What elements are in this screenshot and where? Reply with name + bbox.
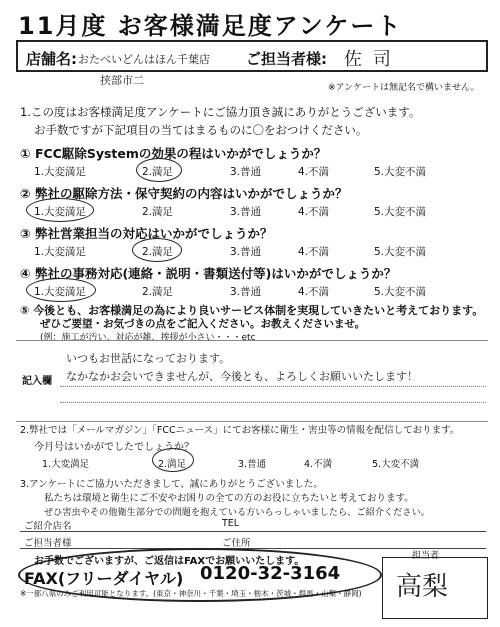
option-satisfied[interactable]: 2.満足 (142, 166, 174, 178)
mailmag-question: 2.弊社では「メールマガジン」「FCCニュース」にてお客様に衛生・害虫等の情報を配信しております。 (20, 425, 460, 436)
option-normal[interactable]: 3.普通 (230, 206, 262, 218)
staff-name: 高梨 (396, 572, 449, 602)
question-text: FCC駆除Systemの効果の程はいかがでしょうか？ (34, 146, 327, 161)
referral-shop-field[interactable] (20, 531, 486, 532)
option-very-satisfied[interactable]: 1.大変満足 (34, 206, 87, 218)
question-number: ③ (20, 226, 31, 241)
anonymous-notice: ※アンケートは無記名で構いません。 (328, 83, 480, 93)
question-number: ① (20, 146, 31, 161)
option-dissatisfied[interactable]: 4.不満 (304, 459, 333, 470)
referral-tel-label: TEL (222, 518, 240, 529)
comment-line-1: いつもお世話になっております。 (66, 352, 231, 365)
fax-note: お手数でございますが、ご返信はFAXでお願いいたします。 (34, 556, 305, 567)
option-dissatisfied[interactable]: 4.不満 (298, 166, 330, 178)
question-5-line-2: ぜひご要望・お気づきの点をご記入ください。お教えくださいませ。 (40, 318, 366, 330)
option-very-dissatisfied[interactable]: 5.大変不満 (374, 206, 427, 218)
question-number: ② (20, 186, 31, 201)
intro-line-1: 1.この度はお客様満足度アンケートにご協力頂き誠にありがとうございます。 (20, 105, 421, 119)
option-satisfied[interactable]: 2.満足 (158, 459, 187, 470)
option-normal[interactable]: 3.普通 (230, 286, 262, 298)
thanks-line-2: 私たちは環境と衛生にご不安やお困りの全ての方のお役に立ちたいと考えております。 (44, 493, 414, 504)
option-satisfied[interactable]: 2.満足 (142, 206, 174, 218)
manager-value: 佐 司 (344, 49, 391, 70)
question-1 (20, 144, 326, 162)
option-satisfied[interactable]: 2.満足 (142, 286, 174, 298)
page-title: 11月度 お客様満足度アンケート (18, 12, 403, 40)
option-normal[interactable]: 3.普通 (238, 459, 267, 470)
option-very-satisfied[interactable]: 1.大変満足 (34, 286, 87, 298)
answer-circle (26, 198, 94, 222)
comment-line-2: なかなかお会いできませんが、今後とも、よろしくお願いいたします！ (66, 370, 418, 383)
option-satisfied[interactable]: 2.満足 (142, 246, 174, 258)
option-very-satisfied[interactable]: 1.大変満足 (34, 246, 87, 258)
referral-address-label: ご住所 (222, 538, 251, 549)
answer-circle (152, 448, 194, 472)
staff-label: 担当者 (412, 551, 440, 561)
comment-rule (60, 386, 486, 387)
thanks-line-1: 3.アンケートにご協力いただきまして、誠にありがとうございました。 (20, 479, 323, 490)
option-normal[interactable]: 3.普通 (230, 166, 262, 178)
option-very-dissatisfied[interactable]: 5.大変不満 (374, 246, 427, 258)
store-label: 店舗名: (26, 50, 77, 68)
option-dissatisfied[interactable]: 4.不満 (298, 246, 330, 258)
option-dissatisfied[interactable]: 4.不満 (298, 286, 330, 298)
store-name-value: おたべいどんはほん千葉店 (78, 53, 210, 66)
answer-circle (26, 278, 96, 302)
option-very-dissatisfied[interactable]: 5.大変不満 (372, 459, 420, 470)
question-number: ④ (20, 266, 31, 281)
comment-label: 記入欄 (22, 376, 52, 387)
store-info-row (16, 40, 488, 72)
question-number: ⑤ (20, 304, 30, 317)
option-dissatisfied[interactable]: 4.不満 (298, 206, 330, 218)
intro-line-2: お手数ですが下記項目の当てはまるものに〇をおつけください。 (34, 123, 368, 137)
mailmag-question-line-2: 今月号はいかがでしたでしょうか？ (34, 442, 194, 453)
fax-number[interactable]: 0120-32-3164 (200, 563, 341, 584)
fax-label: FAX(フリーダイヤル) (24, 569, 184, 588)
handwritten-signature: 挟部市二 (100, 74, 144, 87)
question-text: 弊社の駆除方法・保守契約の内容はいかがでしょうか？ (34, 186, 348, 201)
question-text: 今後とも、お客様満足の為により良いサービス体制を実現していきたいと考えております。 (33, 304, 484, 317)
referral-shop-label: ご紹介店名 (24, 521, 72, 532)
option-very-dissatisfied[interactable]: 5.大変不満 (374, 286, 427, 298)
option-normal[interactable]: 3.普通 (230, 246, 262, 258)
question-5-example: (例：施工が汚い、対応が雑、挨拶が小さい・・・etc (40, 333, 256, 343)
fax-area-note: ※一都八県のみご利用可能となります。(東京・神奈川・千葉・埼玉・栃木・茨城・群馬・山梨・静岡) (20, 589, 362, 598)
answer-circle (132, 238, 182, 262)
question-text: 弊社営業担当の対応はいかがでしょうか？ (34, 226, 273, 241)
answer-circle (136, 158, 182, 182)
referral-person-label: ご担当者様 (24, 538, 72, 549)
option-very-satisfied[interactable]: 1.大変満足 (42, 459, 90, 470)
manager-label: ご担当者様: (246, 50, 327, 68)
comment-rule (60, 402, 486, 403)
question-text: 弊社の事務対応(連絡・説明・書類送付等)はいかがでしょうか？ (34, 266, 397, 281)
option-very-dissatisfied[interactable]: 5.大変不満 (374, 166, 427, 178)
option-very-satisfied[interactable]: 1.大変満足 (34, 166, 87, 178)
thanks-line-3: ぜひ害虫やその他衛生部分での問題を抱えている方いらっしゃいましたら、ご紹介ください。 (44, 507, 430, 518)
